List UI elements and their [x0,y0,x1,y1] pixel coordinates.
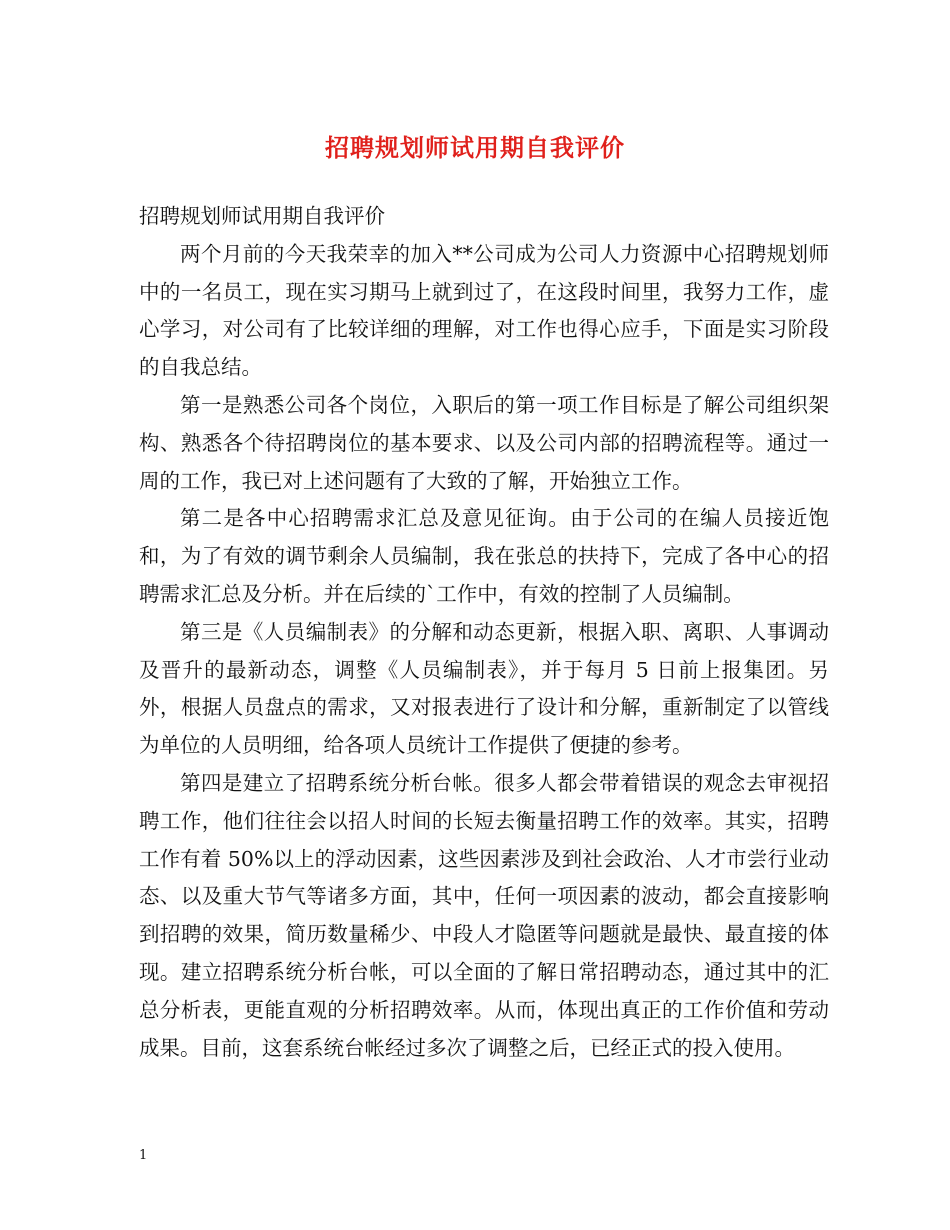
page-number: 1 [139,1148,148,1163]
document-title: 招聘规划师试用期自我评价 [325,133,625,162]
paragraph-fourth: 第四是建立了招聘系统分析台帐。很多人都会带着错误的观念去审视招聘工作，他们往往会以招人时间的长短去衡量招聘工作的效率。其实，招聘工作有着 50%以上的浮动因素，这些因素涉及到社会政治、人才市尝行业动态、以及重大节气等诸多方面，其中，任何一项因素的波动，都会直接影响到招聘的效果，简历数量稀少、中段人才隐匿等问题就是最快、最直接的体现。建立招聘系统分析台帐，可以全面的了解日常招聘动态，通过其中的汇总分析表，更能直观的分析招聘效率。从而，体现出真正的工作价值和劳动成果。目前，这套系统台帐经过多次了调整之后，已经正式的投入使用。 [139,770,829,1060]
document-subtitle: 招聘规划师试用期自我评价 [139,204,385,228]
paragraph-first: 第一是熟悉公司各个岗位，入职后的第一项工作目标是了解公司组织架构、熟悉各个待招聘岗位的基本要求、以及公司内部的招聘流程等。通过一周的工作，我已对上述问题有了大致的了解，开始独立工作。 [139,392,829,493]
paragraph-third: 第三是《人员编制表》的分解和动态更新，根据入职、离职、人事调动及晋升的最新动态，调整《人员编制表》，并于每月 5 日前上报集团。另外，根据人员盘点的需求，又对报表进行了设计和分解，重新制定了以管线为单位的人员明细，给各项人员统计工作提供了便捷的参考。 [139,619,829,758]
paragraph-second: 第二是各中心招聘需求汇总及意见征询。由于公司的在编人员接近饱和，为了有效的调节剩余人员编制，我在张总的扶持下，完成了各中心的招聘需求汇总及分析。并在后续的`工作中，有效的控制了人员编制。 [139,506,829,606]
document-body [139,198,829,1067]
paragraph-intro: 两个月前的今天我荣幸的加入**公司成为公司人力资源中心招聘规划师中的一名员工，现在实习期马上就到过了，在这段时间里，我努力工作，虚心学习，对公司有了比较详细的理解，对工作也得心应手，下面是实习阶段的自我总结。 [139,241,829,380]
